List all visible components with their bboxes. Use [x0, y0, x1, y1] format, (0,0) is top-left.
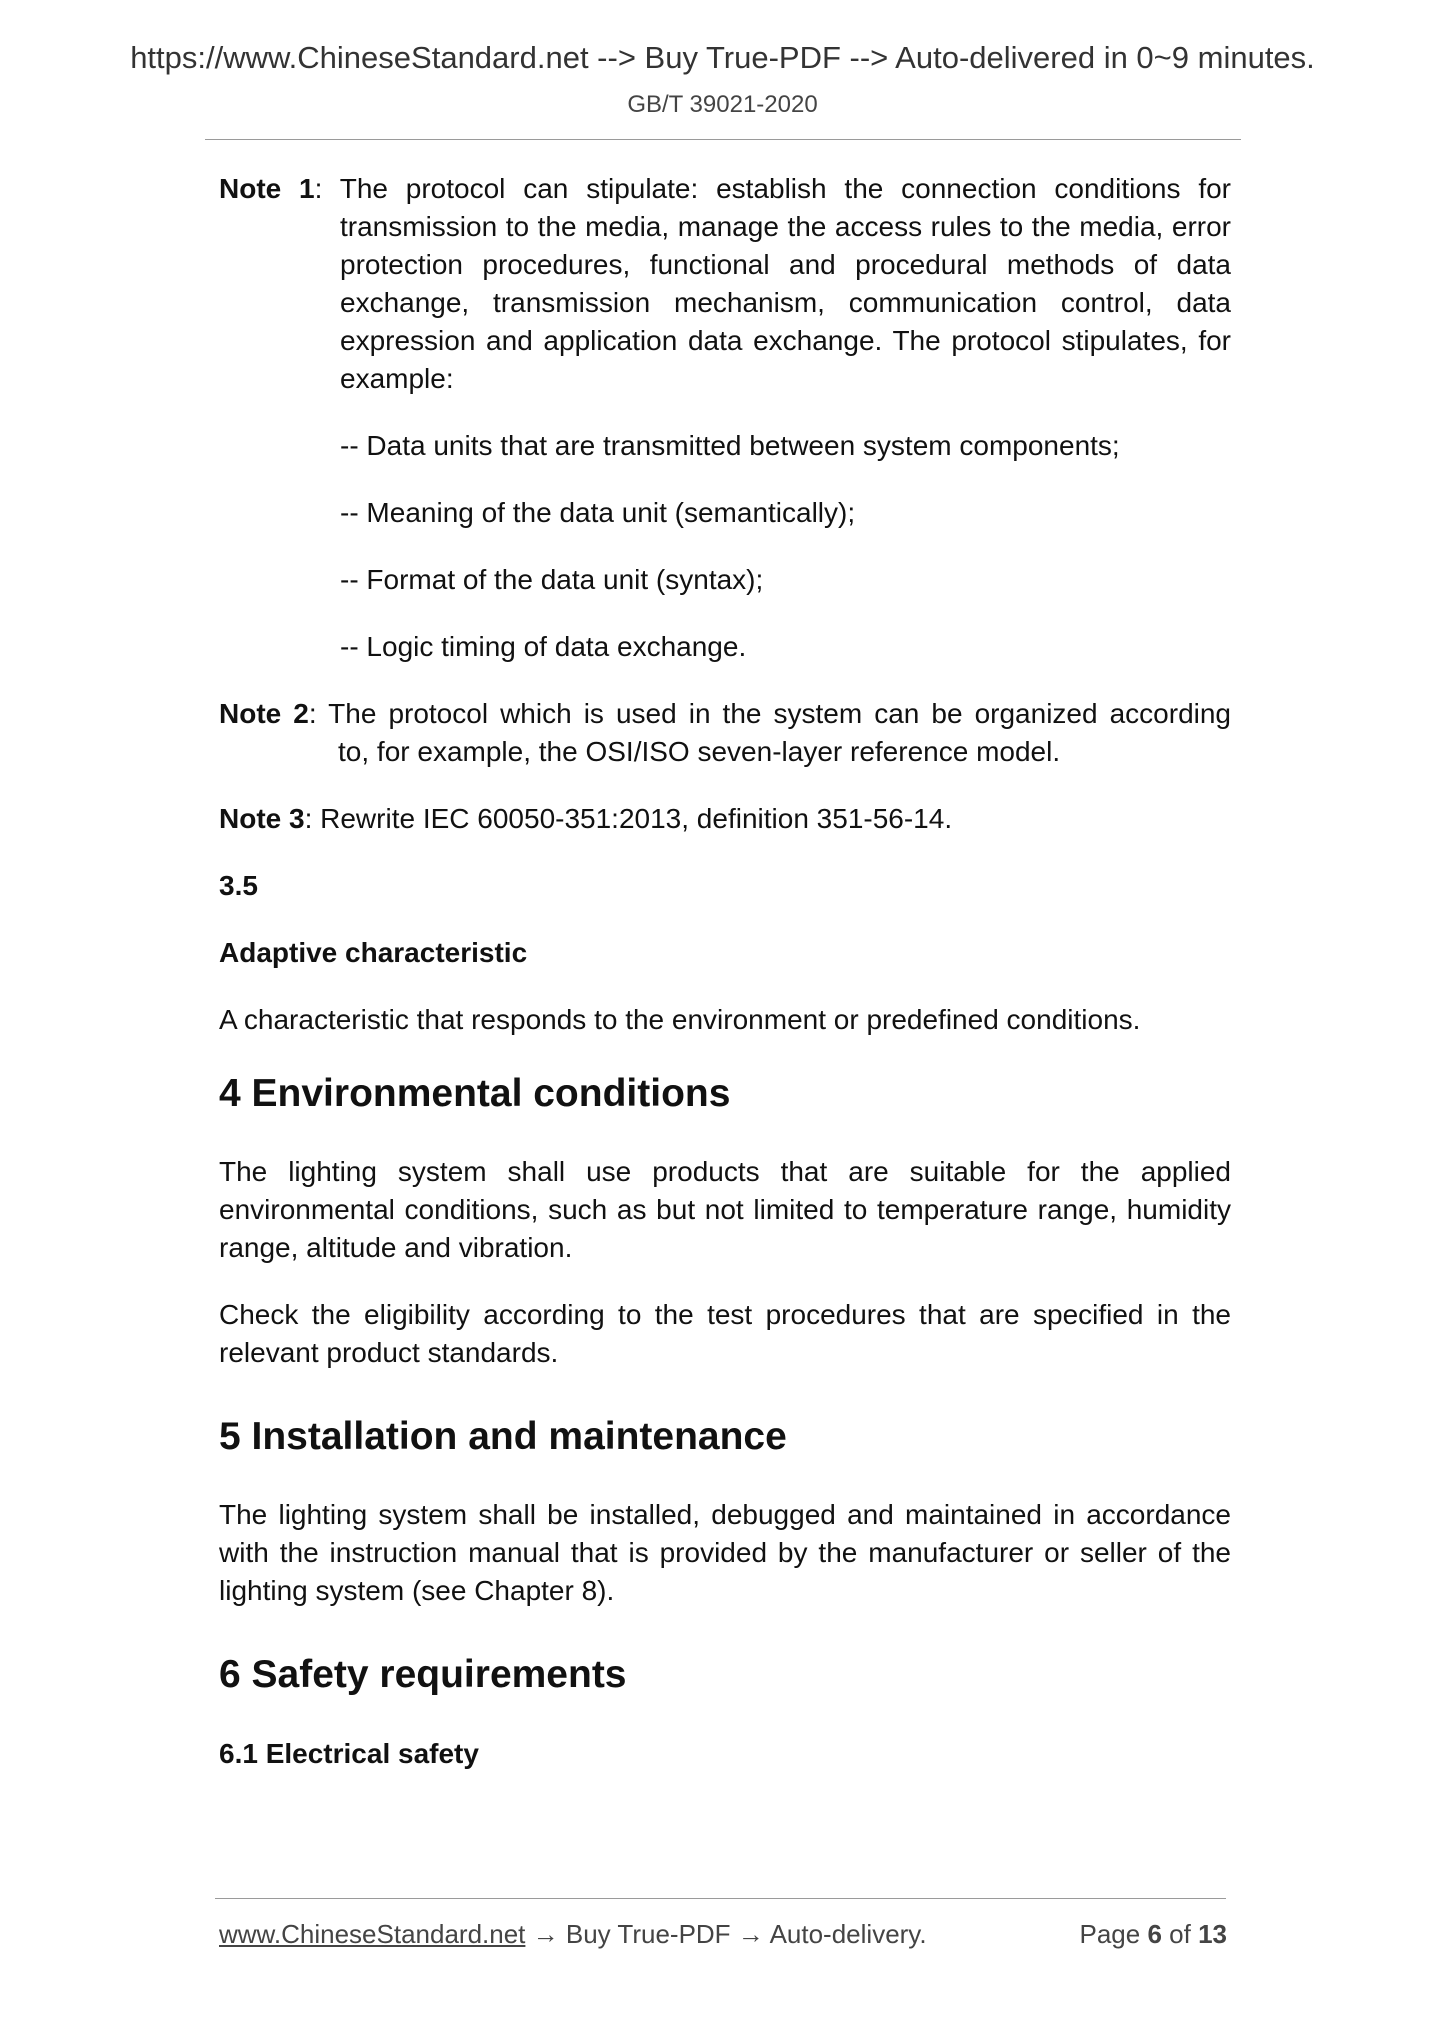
term-heading: Adaptive characteristic: [219, 937, 528, 968]
note-1-first-text: : The protocol can stipulate: establish the connection conditions for: [314, 173, 1231, 204]
note-1-label: Note 1: [219, 173, 315, 204]
document-code: GB/T 39021-2020: [627, 91, 818, 118]
section-4-heading: 4 Environmental conditions: [219, 1072, 731, 1115]
clause-number: 3.5: [219, 870, 258, 901]
header-divider: [205, 139, 1241, 140]
note-1-continuation: transmission to the media, manage the access rules to the media, error protection procedures, functional and procedural methods of data exchange, transmission mechanism, communication control, data expression and application data exchange. The protocol stipulates, for example:: [340, 211, 1231, 394]
top-banner[interactable]: https://www.ChineseStandard.net --> Buy True-PDF --> Auto-delivered in 0~9 minutes.: [130, 40, 1315, 75]
term-definition: A characteristic that responds to the environment or predefined conditions.: [219, 1004, 1141, 1035]
footer-divider: [215, 1898, 1226, 1899]
note-3-text: : Rewrite IEC 60050-351:2013, definition 351-56-14.: [304, 803, 953, 834]
note-2-first-text: : The protocol which is used in the system can be organized according: [308, 698, 1232, 729]
note-3: [219, 800, 1231, 838]
footer-site-link[interactable]: www.ChineseStandard.net: [219, 1919, 526, 1949]
page-word: Page: [1079, 1919, 1141, 1949]
note-2-first-line: [219, 695, 1231, 733]
footer: [219, 1917, 1227, 1951]
section-5-paragraph: The lighting system shall be installed, debugged and maintained in accordance with the instruction manual that is provided by the manufacturer or seller of the lighting system (see Chapter 8).: [219, 1499, 1231, 1606]
section-4-paragraph-1: The lighting system shall use products that are suitable for the applied environmental conditions, such as but not limited to temperature range, humidity range, altitude and vibration.: [219, 1156, 1231, 1263]
page-number: 6: [1147, 1919, 1162, 1949]
note-2-continuation: to, for example, the OSI/ISO seven-layer reference model.: [338, 736, 1061, 767]
list-item: -- Meaning of the data unit (semantically);: [340, 497, 856, 528]
note-2: [219, 695, 1231, 771]
page-content: [219, 170, 1231, 1773]
note-1-list: [219, 427, 1231, 666]
page-of-word: of: [1169, 1919, 1191, 1949]
note-1: [219, 170, 1231, 398]
section-4-paragraph-2: Check the eligibility according to the test procedures that are specified in the relevant product standards.: [219, 1299, 1231, 1368]
note-3-label: Note 3: [219, 803, 305, 834]
note-1-first-line: [219, 170, 1231, 208]
section-6-heading: 6 Safety requirements: [219, 1653, 627, 1696]
subsection-6-1-heading: 6.1 Electrical safety: [219, 1738, 479, 1769]
list-item: -- Format of the data unit (syntax);: [340, 564, 764, 595]
list-item: -- Data units that are transmitted between system components;: [340, 430, 1120, 461]
page-indicator: [1079, 1917, 1227, 1951]
section-5-heading: 5 Installation and maintenance: [219, 1415, 787, 1458]
page-total: 13: [1198, 1919, 1227, 1949]
footer-tail-text: → Buy True-PDF → Auto-delivery.: [525, 1919, 927, 1949]
note-2-label: Note 2: [219, 698, 309, 729]
list-item: -- Logic timing of data exchange.: [340, 631, 747, 662]
